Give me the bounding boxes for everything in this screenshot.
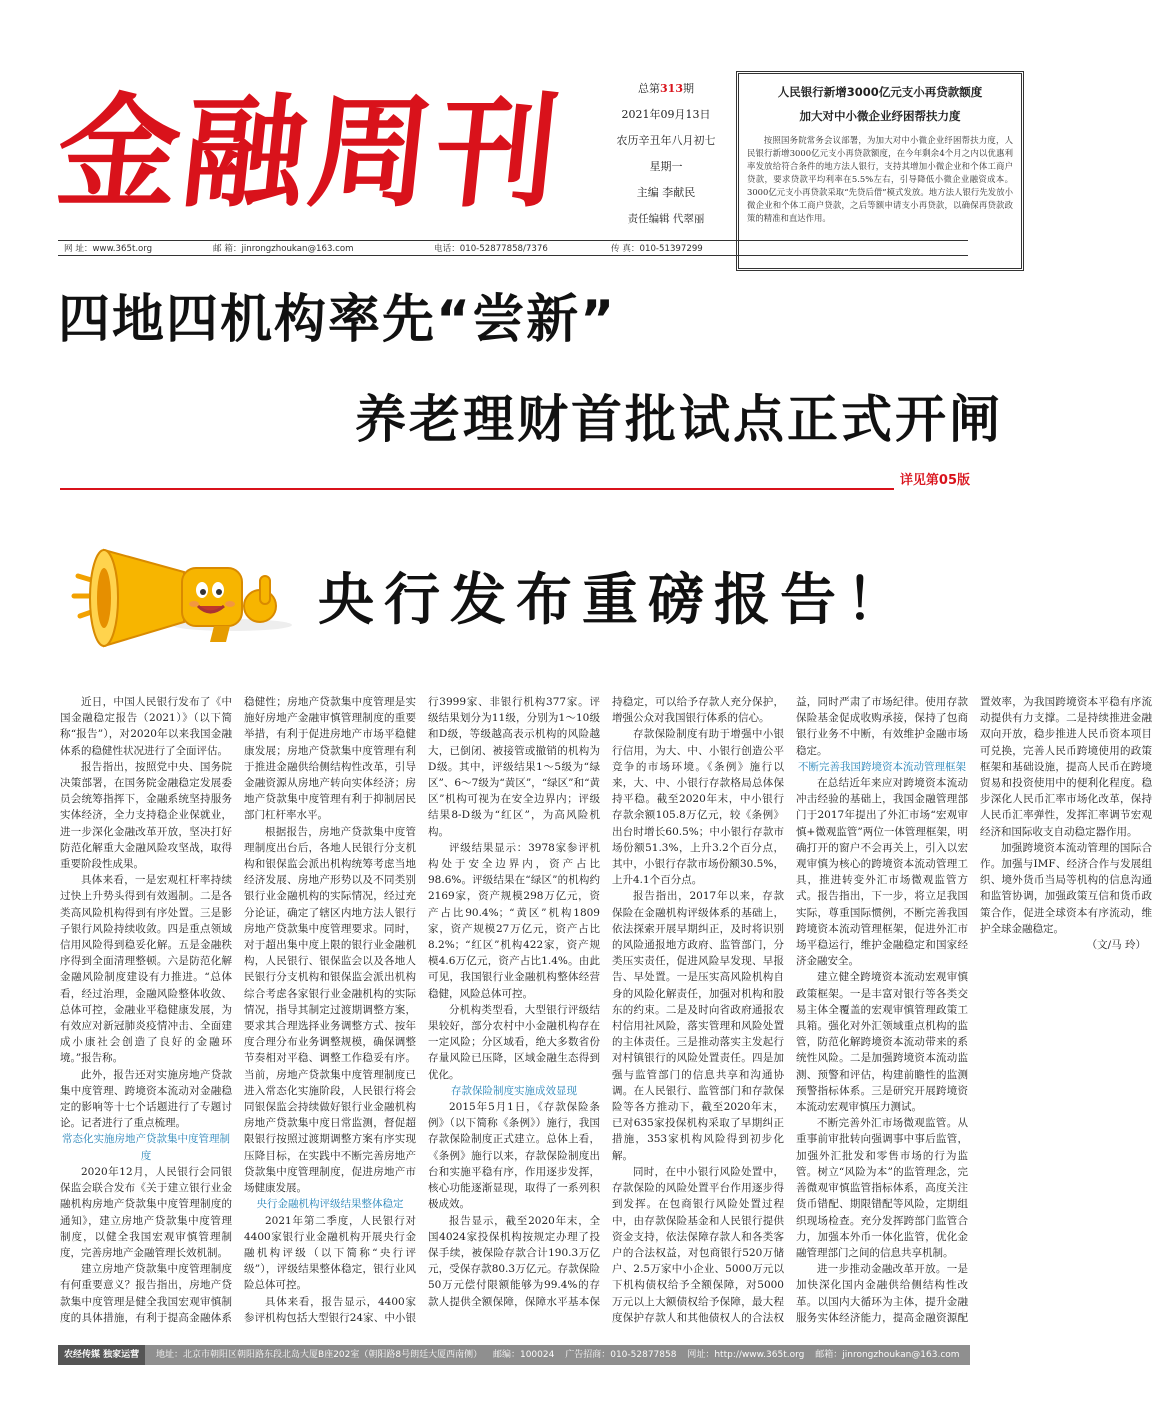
article-paragraph: 此外，报告还对实施房地产贷款集中度管理、跨境资本流动对金融稳定的影响等十七个话题进行了专题讨论。记者进行了重点梳理。 <box>60 1068 232 1130</box>
section-title-3: 存款保险制度实施成效显现 <box>451 1084 577 1097</box>
article-paragraph: 在总结近年来应对跨境资本流动冲击经验的基础上，我国金融管理部门于2017年提出了外汇市场“宏观审慎+微观监管”两位一体管理框架，明确打开的窗户不会再关上，引入以宏观审慎为核心的跨境资本流动管理工具，推进转变外汇市场微观监管方式。报告指出，下一步，将立足我国实际，尊重国际惯例，不断完善我国跨境资本流动管理框架，促进外汇市场平稳运行，维护金融稳定和国家经济金融安全。 <box>796 777 968 968</box>
article-body <box>60 694 1152 1330</box>
contact-phone: 电话：010-52877858/7376 <box>434 244 548 254</box>
article-paragraph: 进一步推动金融改革开放。一是加快深化国内金融供给侧结构性改革。以国内大循环为主体，提升金融服务实体经济能力，提高金融资源配置效率，为我国跨境资本平稳有序流动提供有力支撑。二是持续推进金融双向开放，稳步推进人民币资本项目可兑换，完善人民币跨境使用的政策框架和基础设施，提高人民币在跨境贸易和投资使用中的便利化程度。稳步深化人民币汇率市场化改革，保持人民币汇率弹性，发挥汇率调节宏观经济和国际收支自动稳定器作用。 <box>796 696 1152 1324</box>
article-paragraph: 报告指出，按照党中央、国务院决策部署，在国务院金融稳定发展委员会统筹指挥下，金融系统坚持服务实体经济，全力支持稳企业保就业，进一步深化金融改革开放，坚决打好防范化解重大金融风险攻坚战，取得重要阶段性成果。 <box>60 760 232 871</box>
article-paragraph: 报告指出，2017年以来，存款保险在金融机构评级体系的基础上，依法探索开展早期纠正，及时将识别的风险通报地方政府、监管部门，分类压实责任，促进风险早发现、早报告、早处置。一是压实高风险机构自身的风险化解责任，加强对机构和股东的约束。二是及时向省政府通报农村信用社风险，落实管理和风险处置的主体责任。三是推动落实主发起行对村镇银行的风险处置责任。四是加强与监管部门的信息共享和沟通协调。在人民银行、监管部门和存款保险等各方推动下，截至2020年末，已对635家投保机构采取了早期纠正措施，353家机构风险得到初步化解。 <box>612 890 784 1162</box>
contact-bar <box>58 240 968 256</box>
issue-date: 2021年09月13日 <box>621 108 711 121</box>
article-paragraph: 具体来看，一是宏观杠杆率持续过快上升势头得到有效遏制。二是各类高风险机构得到有序处置。三是影子银行风险持续收敛。四是重点领域信用风险得到稳妥化解。五是金融秩序得到全面清理整顿。六是防范化解金融风险制度建设有力推进。“总体看，经过治理，金融风险整体收敛、总体可控，金融业平稳健康发展，为有效应对新冠肺炎疫情冲击、全面建成小康社会创造了良好的金融环境。”报告称。 <box>60 874 232 1065</box>
article-paragraph: 根据报告，房地产贷款集中度管理制度出台后，各地人民银行分支机构和银保监会派出机构统筹考虑当地经济发展、房地产形势以及不同类别银行业金融机构的实际情况，经过充分论证，确定了辖区内地方法人银行房地产贷款集中度管理要求。同时，对于超出集中度上限的银行业金融机构，人民银行、银保监会以及各地人民银行分支机构和银保监会派出机构综合考虑各家银行业金融机构的实际情况，指导其制定过渡期调整方案，要求其合理选择业务调整方式、按年度合理分布业务调整规模，确保调整节奏相对平稳、调整工作稳妥有序。当前，房地产贷款集中度管理制度已进入常态化实施阶段，人民银行将会同银保监会持续做好银行业金融机构房地产贷款集中度日常监测，督促超限银行按照过渡期调整方案有序实现压降目标，在实践中不断完善房地产贷款集中度管理制度，促进房地产市场健康发展。 <box>244 825 416 1195</box>
contact-website: 网 址：www.365t.org <box>64 244 153 254</box>
article-paragraph: 评级结果显示：3978家参评机构处于安全边界内，资产占比98.6%。评级结果在“绿区”的机构约2169家，资产规模298万亿元，资产占比90.4%；“黄区”机构1809家，资产规模27万亿元，资产占比8.2%；“红区”机构422家，资产规模4.6万亿元，资产占比1.4%。由此可见，我国银行业金融机构整体经营稳健，风险总体可控。 <box>428 841 600 1000</box>
sub-headline: 养老理财首批试点正式开闸 <box>355 390 1004 450</box>
article-paragraph: 2020年12月，人民银行会同银保监会联合发布《关于建立银行业金融机构房地产贷款集中度管理制度的通知》，建立房地产贷款集中度管理制度，以健全我国宏观审慎管理制度，完善房地产金融管理长效机制。 <box>60 1165 232 1259</box>
chief-editor: 主编 李献民 <box>636 186 696 199</box>
lunar-date: 农历辛丑年八月初七 <box>616 134 716 147</box>
contact-fax: 传 真：010-51397299 <box>611 244 703 254</box>
footer-address: 地址：北京市朝阳区朝阳路东段北岛大厦B座202室（朝阳路8号朗廷大厦西南侧） <box>156 1350 483 1360</box>
contact-email: 邮 箱：jinrongzhoukan@163.com <box>213 244 354 254</box>
article-byline: （文/马 玲） <box>1086 939 1146 952</box>
article-paragraph: 建立房地产贷款集中度管理制度有何重要意义？报告指出，房地产贷款集中度管理是健全我国宏观审慎制度的具体措施，有利于提高金融体系稳健性；房地产贷款集中度管理是实施好房地产金融审慎管理制度的重要举措，有利于促进房地产市场平稳健康发展；房地产贷款集中度管理有利于推进金融供给侧结构性改革，引导金融资源从房地产转向实体经济；房地产贷款集中度管理有利于抑制居民部门杠杆率水平。 <box>60 696 416 1324</box>
article-paragraph: 2015年5月1日，《存款保险条例》（以下简称《条例》）施行，我国存款保险制度正式建立。总体上看，《条例》施行以来，存款保险制度出台和实施平稳有序，作用逐步发挥，核心功能逐渐显现，取得了一系列积极成效。 <box>428 1101 600 1211</box>
article-paragraph: 存款保险制度有助于增强中小银行信用，为大、中、小银行创造公平竞争的市场环境。《条例》施行以来，大、中、小银行存款格局总体保持平稳。截至2020年末，中小银行存款余额105.8万亿元，较《条例》出台时增长60.5%；中小银行存款市场份额51.3%，上升3.2个百分点，其中，小银行存款市场份额30.5%，上升4.1个百分点。 <box>612 728 784 887</box>
footer-postcode: 邮编：100024 <box>492 1350 555 1360</box>
section-title-1: 常态化实施房地产贷款集中度管理制度 <box>62 1133 230 1162</box>
article-paragraph: 报告显示，截至2020年末，全国4024家投保机构按规定办理了投保手续，被保险存款合计190.3万亿元，受保存款80.3万亿元。存款保险50万元偿付限额能够为99.4%的存款人提供全额保障，保障水平基本保持稳定，可以给予存款人充分保护，增强公众对我国银行体系的信心。 <box>428 696 784 1308</box>
footer-email[interactable]: 邮箱：jinrongzhoukan@163.com <box>815 1350 960 1360</box>
weekday: 星期一 <box>649 160 683 173</box>
central-headline: 央行发布重磅报告！ <box>318 568 912 633</box>
footer-ad-phone: 广告招商：010-52877858 <box>565 1350 677 1360</box>
issue-number: 313 <box>660 82 683 95</box>
see-more-bar <box>60 472 970 490</box>
article-paragraph: 不断完善外汇市场微观监管。从重事前审批转向强调事中事后监管，加强外汇批发和零售市场的行为监管。树立“风险为本”的监管理念，完善微观审慎监管指标体系，高度关注货币错配、期限错配等风险，定期组织现场检查。充分发挥跨部门监管合力，加强本外币一体化监管，优化金融管理部门之间的信息共享机制。 <box>796 1117 968 1259</box>
issue-info <box>600 76 732 232</box>
article-paragraph: 建立健全跨境资本流动宏观审慎政策框架。一是丰富对银行等各类交易主体全覆盖的宏观审慎管理政策工具箱。强化对外汇领域重点机构的监管，防范化解跨境资本流动带来的系统性风险。二是加强跨境资本流动监测、预警和评估，构建前瞻性的监测预警指标体系。三是研究开展跨境资本流动宏观审慎压力测试。 <box>796 971 968 1114</box>
article-paragraph: 近日，中国人民银行发布了《中国金融稳定报告（2021）》（以下简称“报告”），对2020年以来我国金融体系的稳健性状况进行了全面评估。 <box>60 696 232 757</box>
news-brief-title-1: 人民银行新增3000亿元支小再贷款额度 <box>777 85 983 99</box>
article-paragraph: 同时，在中小银行风险处置中，存款保险的风险处置平台作用逐步得到发挥。在包商银行风险处置过程中，由存款保险基金和人民银行提供资金支持，依法保障存款人和各类客户的合法权益，对包商银行520万储户、2.5万家中小企业、5000万元以下机构债权给予全额保障，对5000万元以上大额债权给予保障，最大程度保护存款人和其他债权人的合法权益，同时严肃了市场纪律。使用存款保险基金促成收购承接，保持了包商银行业务不中断，有效维护金融市场稳定。 <box>612 696 968 1324</box>
news-brief-title-2: 加大对中小微企业纾困帮扶力度 <box>799 109 961 123</box>
article-paragraph: 具体来看，报告显示，4400家参评机构包括大型银行24家、中小银行3999家、非银行机构377家。评级结果划分为11级，分别为1～10级和D级，等级越高表示机构的风险越大，已倒闭、被接管或撤销的机构为D级。其中，评级结果1～5级为“绿区”、6～7级为“黄区”，“绿区”和“黄区”机构可视为在安全边界内；评级结果8-D级为“红区”，为高风险机构。 <box>244 696 600 1324</box>
see-more-link[interactable]: 详见第05版 <box>894 472 970 490</box>
issue-number-line: 总第313期 <box>638 82 694 95</box>
megaphone-mascot-icon <box>64 510 294 660</box>
masthead <box>50 58 1018 240</box>
article-paragraph: 加强跨境资本流动管理的国际合作。加强与IMF、经济合作与发展组织、境外货币当局等机构的信息沟通和监管协调，加强政策互信和货币政策合作，促进全球资本有序流动，维护全球金融稳定。 <box>980 841 1152 935</box>
section-title-2: 央行金融机构评级结果整体稳定 <box>256 1198 404 1211</box>
article-paragraph: 2021年第二季度，人民银行对4400家银行业金融机构开展央行金融机构评级（以下简称“央行评级”），评级结果整体稳定，银行业风险总体可控。 <box>244 1214 416 1292</box>
footer-site[interactable]: 网址：http://www.365t.org <box>687 1350 805 1360</box>
section-title-4: 不断完善我国跨境资本流动管理框架 <box>798 760 966 773</box>
main-headline: 四地四机构率先“尝新” <box>58 290 617 350</box>
newspaper-logo: 金融周刊 <box>50 80 570 224</box>
footer-bar <box>58 1345 970 1365</box>
news-brief-text: 按照国务院常务会议部署，为加大对中小微企业纾困帮扶力度，人民银行新增3000亿元支小再贷款额度，在今年剩余4个月之内以优惠利率发放给符合条件的地方法人银行，支持其增加小微企业和个体工商户贷款，要求贷款平均利率在5.5%左右，引导降低小微企业融资成本。3000亿元支小再贷款采取“先贷后借”模式发放。地方法人银行先发放小微企业和个体工商户贷款，之后等额申请支小再贷款，以确保再贷款政策的精准和直达作用。 <box>747 135 1013 223</box>
article-paragraph: 分机构类型看，大型银行评级结果较好，部分农村中小金融机构存在一定风险；分区域看，绝大多数省份存量风险已压降，区域金融生态得到优化。 <box>428 1003 600 1081</box>
footer-brand: 农经传媒 独家运营 <box>58 1345 145 1365</box>
duty-editor: 责任编辑 代翠丽 <box>627 213 705 225</box>
